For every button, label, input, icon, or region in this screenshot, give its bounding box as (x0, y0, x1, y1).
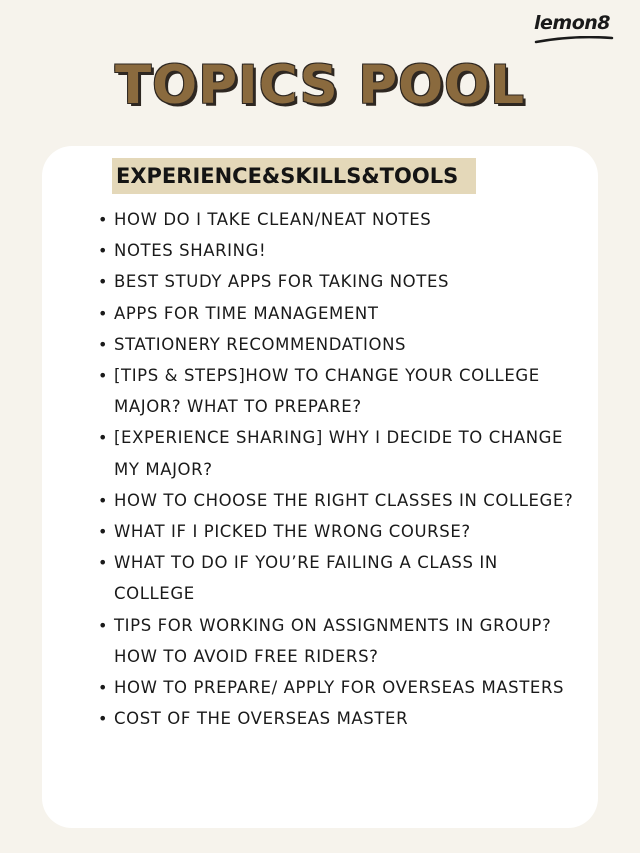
bullet-icon: • (98, 615, 109, 635)
list-item-text: [TIPS & STEPS]HOW TO CHANGE YOUR COLLEGE MAJOR? WHAT TO PREPARE? (114, 366, 540, 417)
lemon8-logo-underline-icon (534, 36, 614, 44)
lemon8-logo (528, 12, 616, 52)
bullet-icon: • (98, 709, 109, 729)
list-item-text: [EXPERIENCE SHARING] WHY I DECIDE TO CHANGE MY MAJOR? (114, 428, 564, 479)
bullet-icon: • (98, 553, 109, 573)
list-item (98, 266, 578, 297)
topic-list (98, 204, 578, 734)
list-item (98, 298, 578, 329)
bullet-icon: • (98, 490, 109, 510)
list-item-text: APPS FOR TIME MANAGEMENT (114, 303, 379, 323)
bullet-icon: • (98, 272, 109, 292)
bullet-icon: • (98, 241, 109, 261)
list-item-text: STATIONERY RECOMMENDATIONS (114, 334, 407, 354)
list-item (98, 422, 578, 484)
list-item (98, 672, 578, 703)
list-item (98, 547, 578, 609)
list-item (98, 204, 578, 235)
section-header: EXPERIENCE&SKILLS&TOOLS (112, 158, 476, 194)
logo-text: lemon8 (534, 12, 610, 34)
list-item-text: BEST STUDY APPS FOR TAKING NOTES (114, 272, 450, 292)
list-item (98, 485, 578, 516)
list-item (98, 360, 578, 422)
bullet-icon: • (98, 303, 109, 323)
list-item-text: HOW TO PREPARE/ APPLY FOR OVERSEAS MASTERS (114, 678, 565, 698)
topics-card (42, 146, 598, 828)
list-item-text: TIPS FOR WORKING ON ASSIGNMENTS IN GROUP? HOW TO AVOID FREE RIDERS? (114, 615, 552, 666)
list-item (98, 235, 578, 266)
list-item-text: HOW TO CHOOSE THE RIGHT CLASSES IN COLLEGE? (114, 490, 574, 510)
list-item (98, 610, 578, 672)
list-item-text: NOTES SHARING! (114, 241, 267, 261)
list-item (98, 516, 578, 547)
bullet-icon: • (98, 522, 109, 542)
list-item-text: WHAT IF I PICKED THE WRONG COURSE? (114, 522, 471, 542)
list-item (98, 703, 578, 734)
list-item-text: COST OF THE OVERSEAS MASTER (114, 709, 409, 729)
bullet-icon: • (98, 334, 109, 354)
list-item-text: HOW DO I TAKE CLEAN/NEAT NOTES (114, 210, 432, 229)
bullet-icon: • (98, 210, 109, 229)
bullet-icon: • (98, 428, 109, 448)
list-item-text: WHAT TO DO IF YOU’RE FAILING A CLASS IN COLLEGE (114, 553, 498, 604)
list-item (98, 329, 578, 360)
bullet-icon: • (98, 678, 109, 698)
page-title: TOPICS POOL (114, 55, 525, 116)
bullet-icon: • (98, 366, 109, 386)
